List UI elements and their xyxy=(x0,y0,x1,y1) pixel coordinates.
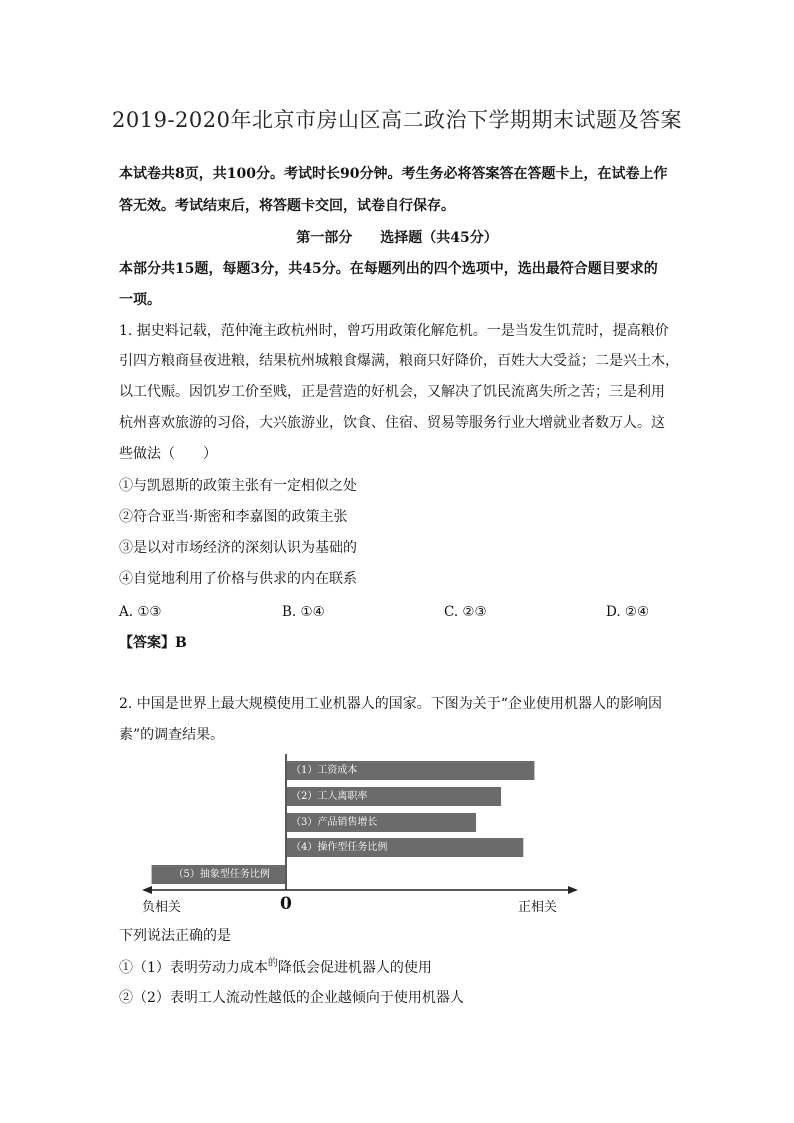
q1-item-3: ③是以对市场经济的深刻认识为基础的 xyxy=(119,540,357,556)
section-desc-2: 一项。 xyxy=(119,292,161,308)
axis-label-positive: 正相关 xyxy=(518,900,558,915)
intro-line-1: 本试卷共8页，共100分。考试时长90分钟。考生务必将答案答在答题卡上，在试卷上作 xyxy=(119,166,668,182)
factor-bar-chart xyxy=(140,752,580,922)
chart-bar-label: （1）工资成本 xyxy=(291,765,358,776)
document-title: 2019-2020年北京市房山区高二政治下学期期末试题及答案 xyxy=(112,108,682,132)
q1-answer: 【答案】B xyxy=(119,635,187,651)
q2-item-1 xyxy=(119,958,679,980)
q1-item-2: ②符合亚当·斯密和李嘉图的政策主张 xyxy=(119,509,348,525)
q2-line-2: 素”的调查结果。 xyxy=(119,727,225,743)
q1-option-c: C. ②③ xyxy=(444,604,487,620)
q2-item-1-pre: ①（1）表明劳动力成本 xyxy=(119,960,268,976)
q1-line-1: 1. 据史料记载，范仲淹主政杭州时，曾巧用政策化解危机。一是当发生饥荒时，提高粮价 xyxy=(119,323,669,339)
axis-label-zero: 0 xyxy=(280,894,292,914)
section-title: 第一部分 选择题（共45分） xyxy=(296,230,498,246)
chart-svg xyxy=(140,752,580,922)
axis-label-negative: 负相关 xyxy=(142,900,182,915)
chart-bar-label: （5）抽象型任务比例 xyxy=(173,869,270,880)
axis-right-arrow xyxy=(568,886,578,894)
q1-item-1: ①与凯恩斯的政策主张有一定相似之处 xyxy=(119,478,357,494)
q2-item-1-sup: 的 xyxy=(267,958,278,969)
q1-line-3: 以工代赈。因饥岁工价至贱，正是营造的好机会，又解决了饥民流离失所之苦；三是利用 xyxy=(119,384,665,400)
q1-option-d: D. ②④ xyxy=(606,604,650,620)
q1-option-a: A. ①③ xyxy=(119,604,162,620)
q1-option-b: B. ①④ xyxy=(282,604,325,620)
q1-line-4: 杭州喜欢旅游的习俗，大兴旅游业，饮食、住宿、贸易等服务行业大增就业者数万人。这 xyxy=(119,415,665,431)
q1-line-2: 引四方粮商昼夜进粮，结果杭州城粮食爆满，粮商只好降价，百姓大大受益；二是兴土木， xyxy=(119,353,679,369)
q1-item-4: ④自觉地利用了价格与供求的内在联系 xyxy=(119,571,357,587)
chart-bar-label: （2）工人离职率 xyxy=(291,791,368,802)
axis-left-arrow xyxy=(142,886,152,894)
chart-bar-label: （4）操作型任务比例 xyxy=(291,842,388,853)
q2-item-2: ②（2）表明工人流动性越低的企业越倾向于使用机器人 xyxy=(119,990,464,1006)
q1-line-5: 些做法（ ） xyxy=(119,446,217,462)
q2-line-1: 2. 中国是世界上最大规模使用工业机器人的国家。下图为关于“企业使用机器人的影响因 xyxy=(119,696,662,712)
q2-item-1-post: 降低会促进机器人的使用 xyxy=(277,960,432,976)
q2-after-chart: 下列说法正确的是 xyxy=(119,928,231,944)
intro-line-2: 答无效。考试结束后，将答题卡交回，试卷自行保存。 xyxy=(119,198,455,214)
chart-bar-label: （3）产品销售增长 xyxy=(291,817,378,828)
section-desc-1: 本部分共15题，每题3分，共45分。在每题列出的四个选项中，选出最符合题目要求的 xyxy=(119,261,658,277)
